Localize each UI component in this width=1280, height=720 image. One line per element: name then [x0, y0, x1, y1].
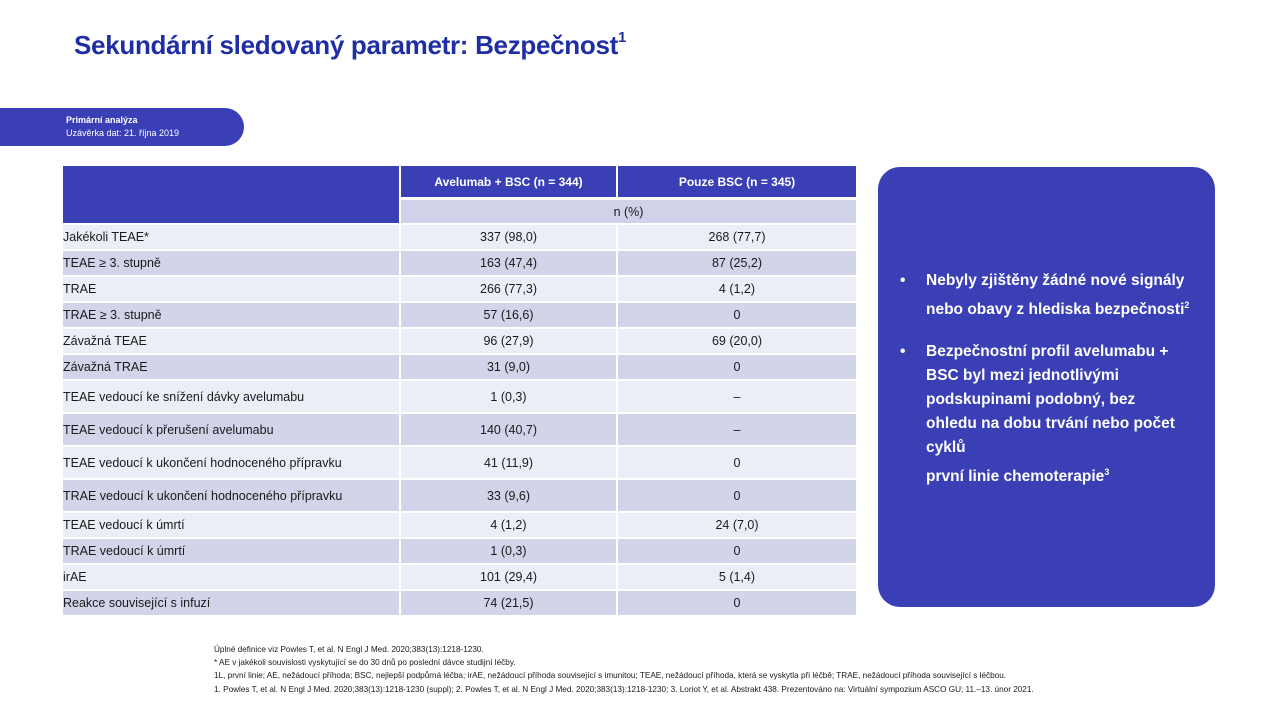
- bullet-icon: •: [900, 343, 906, 361]
- cell-avelumab: 41 (11,9): [399, 447, 616, 480]
- cell-bsc: 5 (1,4): [616, 565, 856, 591]
- cell-bsc: 268 (77,7): [616, 225, 856, 251]
- unit-header: n (%): [399, 197, 856, 225]
- finding-text-cont: první linie chemoterapie: [926, 468, 1105, 486]
- cell-bsc: 24 (7,0): [616, 513, 856, 539]
- finding-item: [900, 340, 1190, 489]
- footnote: Úplné definice viz Powles T, et al. N Engl J Med. 2020;383(13):1218-1230.: [214, 645, 484, 654]
- cell-avelumab: 337 (98,0): [399, 225, 616, 251]
- cell-bsc: –: [616, 381, 856, 414]
- table-row: [63, 539, 856, 565]
- table-row: [63, 381, 856, 414]
- row-label: TRAE vedoucí k ukončení hodnoceného přípravku: [63, 480, 399, 513]
- analysis-badge: [0, 108, 244, 146]
- page-title-text: Sekundární sledovaný parametr: Bezpečnost: [74, 30, 618, 60]
- table-row: [63, 251, 856, 277]
- footnote: 1. Powles T, et al. N Engl J Med. 2020;383(13):1218-1230 (suppl); 2. Powles T, et al. N Engl J Med. 2020;383(13):1218-1230; 3. Loriot Y, et al. Abstrakt 438. Prezentováno na: Virtuální sympozium ASCO GU; 11.–13. únor 2021.: [214, 684, 1034, 694]
- key-findings-box: [878, 167, 1215, 607]
- footnote: * AE v jakékoli souvislosti vyskytující se do 30 dnů po poslední dávce studijní léčby.: [214, 658, 516, 668]
- cell-bsc: 4 (1,2): [616, 277, 856, 303]
- row-label: TEAE vedoucí k ukončení hodnoceného přípravku: [63, 447, 399, 480]
- table-row: [63, 277, 856, 303]
- analysis-badge-date: Uzávěrka dat: 21. října 2019: [66, 128, 180, 138]
- table-row: [63, 447, 856, 480]
- cell-avelumab: 4 (1,2): [399, 513, 616, 539]
- finding-item: [900, 269, 1190, 322]
- row-label: TEAE vedoucí ke snížení dávky avelumabu: [63, 381, 399, 414]
- cell-avelumab: 96 (27,9): [399, 329, 616, 355]
- row-label: Reakce související s infuzí: [63, 591, 399, 617]
- finding-text: Bezpečnostní profil avelumabu + BSC byl mezi jednotlivými podskupinami podobný, bez ohledu na dobu trvání nebo počet cyklů: [926, 343, 1175, 457]
- row-label: TEAE ≥ 3. stupně: [63, 251, 399, 277]
- cell-bsc: 0: [616, 480, 856, 513]
- cell-avelumab: 140 (40,7): [399, 414, 616, 447]
- cell-avelumab: 33 (9,6): [399, 480, 616, 513]
- table-row: [63, 225, 856, 251]
- safety-table: [63, 166, 856, 617]
- table-row: [63, 355, 856, 381]
- table-row: [63, 414, 856, 447]
- cell-avelumab: 1 (0,3): [399, 539, 616, 565]
- row-label: TRAE: [63, 277, 399, 303]
- row-label: Závažná TRAE: [63, 355, 399, 381]
- row-label: Jakékoli TEAE*: [63, 225, 399, 251]
- footnotes: [214, 643, 1034, 696]
- cell-avelumab: 57 (16,6): [399, 303, 616, 329]
- cell-avelumab: 31 (9,0): [399, 355, 616, 381]
- col-header-bsc: Pouze BSC (n = 345): [616, 166, 856, 197]
- cell-avelumab: 266 (77,3): [399, 277, 616, 303]
- analysis-badge-title: Primární analýza: [66, 115, 138, 125]
- table-header-empty: [63, 166, 399, 225]
- cell-avelumab: 74 (21,5): [399, 591, 616, 617]
- cell-bsc: –: [616, 414, 856, 447]
- cell-bsc: 0: [616, 447, 856, 480]
- table-row: [63, 480, 856, 513]
- cell-avelumab: 1 (0,3): [399, 381, 616, 414]
- row-label: irAE: [63, 565, 399, 591]
- finding-ref: 2: [1184, 300, 1190, 310]
- bullet-icon: •: [900, 272, 906, 289]
- table-row: [63, 591, 856, 617]
- row-label: TEAE vedoucí k úmrtí: [63, 513, 399, 539]
- row-label: TRAE vedoucí k úmrtí: [63, 539, 399, 565]
- table-row: [63, 303, 856, 329]
- cell-bsc: 69 (20,0): [616, 329, 856, 355]
- table-row: [63, 329, 856, 355]
- findings-list: [900, 269, 1190, 507]
- table-row: [63, 513, 856, 539]
- footnote: 1L, první linie; AE, nežádoucí příhoda; BSC, nejlepší podpůrná léčba; irAE, nežádoucí příhoda související s imunitou; TEAE, nežádoucí příhoda, která se vyskytla při léčbě; TRAE, nežádoucí příhoda související s léčbou.: [214, 671, 1007, 681]
- finding-text: Nebyly zjištěny žádné nové signály nebo obavy z hlediska bezpečnosti: [926, 272, 1185, 319]
- cell-avelumab: 163 (47,4): [399, 251, 616, 277]
- cell-bsc: 0: [616, 355, 856, 381]
- title-footnote-ref: 1: [617, 29, 627, 47]
- table-header-row: [63, 166, 856, 197]
- page-title: [74, 30, 626, 61]
- cell-bsc: 87 (25,2): [616, 251, 856, 277]
- cell-avelumab: 101 (29,4): [399, 565, 616, 591]
- cell-bsc: 0: [616, 539, 856, 565]
- cell-bsc: 0: [616, 303, 856, 329]
- table-row: [63, 565, 856, 591]
- cell-bsc: 0: [616, 591, 856, 617]
- finding-ref: 3: [1104, 467, 1110, 478]
- row-label: TRAE ≥ 3. stupně: [63, 303, 399, 329]
- row-label: Závažná TEAE: [63, 329, 399, 355]
- col-header-avelumab: Avelumab + BSC (n = 344): [399, 166, 616, 197]
- row-label: TEAE vedoucí k přerušení avelumabu: [63, 414, 399, 447]
